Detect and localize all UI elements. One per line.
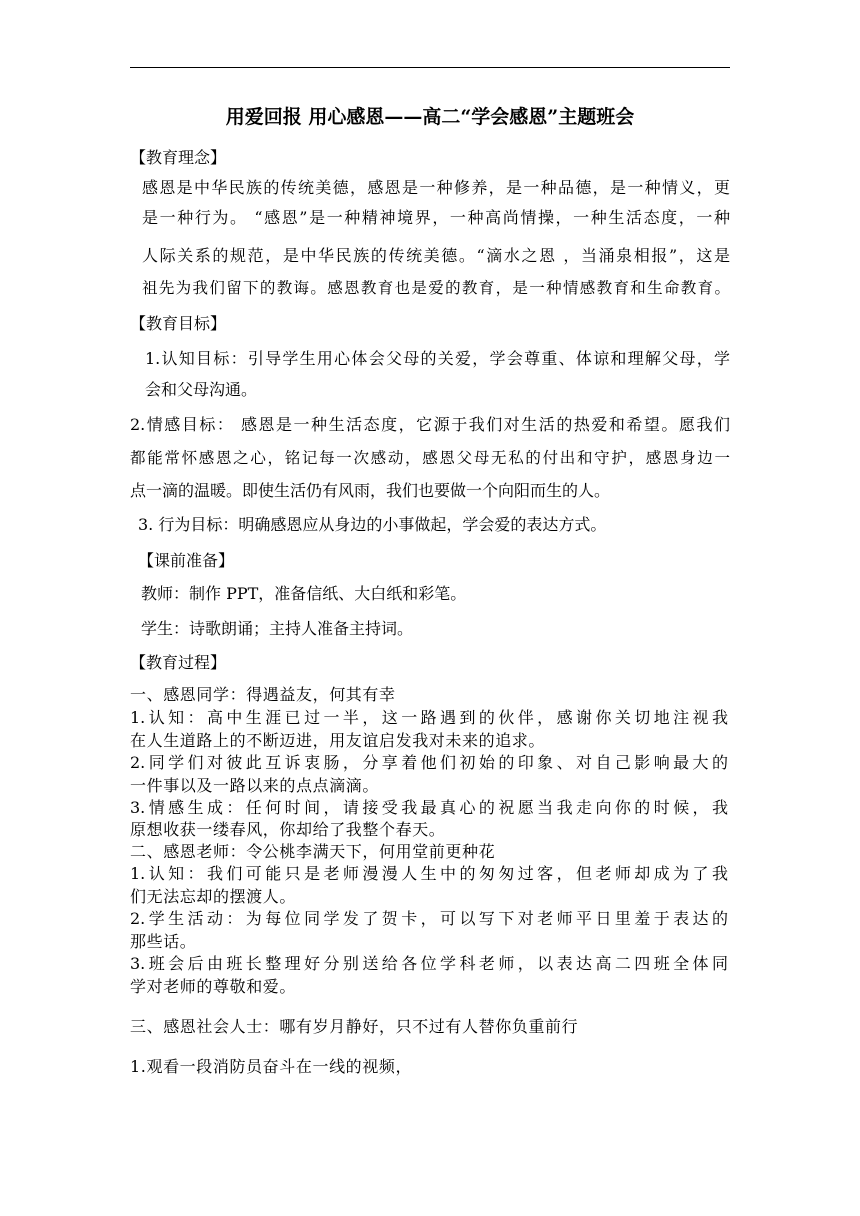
paragraph-line: 教师：制作 PPT，准备信纸、大白纸和彩笔。 bbox=[141, 584, 467, 603]
paragraph-line: 都能常怀感恩之心，铭记每一次感动，感恩父母无私的付出和守护，感恩身边一 bbox=[130, 449, 730, 467]
section-heading-goals: 【教育目标】 bbox=[130, 314, 227, 333]
paragraph-line: 原想收获一缕春风，你却给了我整个春天。 bbox=[130, 820, 446, 839]
paragraph-line: 1.认知：我们可能只是老师漫漫人生中的匆匆过客，但老师却成为了我 bbox=[130, 864, 728, 883]
paragraph-line: 一件事以及一路以来的点点滴滴。 bbox=[130, 776, 380, 795]
paragraph-line: 3.班会后由班长整理好分别送给各位学科老师，以表达高二四班全体同 bbox=[130, 954, 728, 973]
paragraph-line: 感恩是中华民族的传统美德，感恩是一种修养，是一种品德，是一种情义，更 bbox=[142, 178, 730, 197]
paragraph-line: 会和父母沟通。 bbox=[145, 380, 258, 399]
paragraph-line: 3.情感生成：任何时间，请接受我最真心的祝愿当我走向你的时候，我 bbox=[130, 798, 728, 817]
paragraph-line: 学生：诗歌朗诵；主持人准备主持词。 bbox=[141, 619, 414, 638]
process-subheading: 一、感恩同学：得遇益友，何其有幸 bbox=[130, 685, 396, 704]
paragraph-line: 学对老师的尊敬和爱。 bbox=[130, 977, 297, 996]
section-heading-process: 【教育过程】 bbox=[130, 653, 227, 672]
paragraph-line: 那些话。 bbox=[130, 932, 197, 951]
paragraph-line: 1.认知目标：引导学生用心体会父母的关爱，学会尊重、体谅和理解父母，学 bbox=[145, 349, 730, 368]
paragraph-line: 2.同学们对彼此互诉衷肠，分享着他们初始的印象、对自己影响最大的 bbox=[130, 753, 728, 772]
paragraph-line: 点一滴的温暖。即使生活仍有风雨，我们也要做一个向阳而生的人。 bbox=[130, 481, 611, 500]
section-heading-preparation: 【课前准备】 bbox=[138, 551, 235, 570]
paragraph-line: 祖先为我们留下的教诲。感恩教育也是爱的教育，是一种情感教育和生命教育。 bbox=[142, 279, 730, 297]
paragraph-line: 2.情感目标： 感恩是一种生活态度，它源于我们对生活的热爱和希望。愿我们 bbox=[130, 415, 730, 434]
section-heading-philosophy: 【教育理念】 bbox=[130, 148, 227, 167]
paragraph-line: 们无法忘却的摆渡人。 bbox=[130, 887, 297, 906]
paragraph-line: 2.学生活动：为每位同学发了贺卡，可以写下对老师平日里羞于表达的 bbox=[130, 909, 728, 928]
paragraph-line: 人际关系的规范，是中华民族的传统美德。“滴水之恩 ，当涌泉相报”，这是 bbox=[142, 246, 730, 265]
paragraph-line: 是一种行为。 “感恩”是一种精神境界，一种高尚情操，一种生活态度，一种 bbox=[142, 208, 730, 227]
paragraph-line: 在人生道路上的不断迈进，用友谊启发我对未来的追求。 bbox=[130, 731, 546, 750]
paragraph-line: 3. 行为目标：明确感恩应从身边的小事做起，学会爱的表达方式。 bbox=[138, 515, 607, 534]
paragraph-line: 1.认知：高中生涯已过一半，这一路遇到的伙伴，感谢你关切地注视我 bbox=[130, 708, 728, 727]
process-subheading: 三、感恩社会人士：哪有岁月静好，只不过有人替你负重前行 bbox=[130, 1017, 579, 1036]
document-title: 用爱回报 用心感恩——高二“学会感恩”主题班会 bbox=[225, 106, 635, 128]
header-rule bbox=[130, 67, 730, 68]
paragraph-line: 1.观看一段消防员奋斗在一线的视频， bbox=[130, 1057, 413, 1076]
process-subheading: 二、感恩老师：令公桃李满天下，何用堂前更种花 bbox=[130, 842, 496, 861]
